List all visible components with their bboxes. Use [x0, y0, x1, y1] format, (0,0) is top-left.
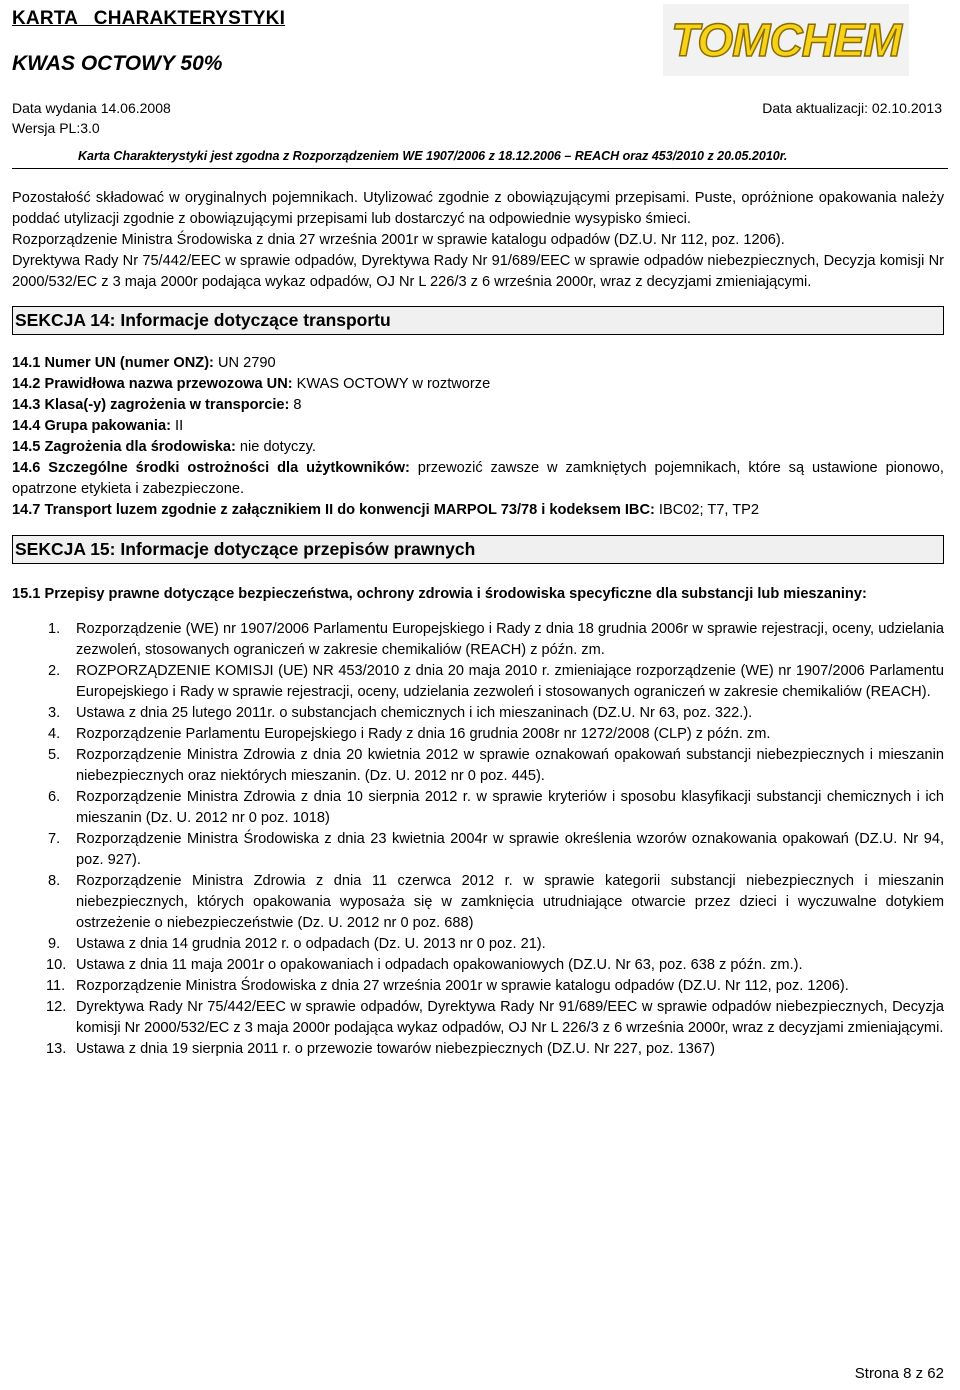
regulation-text: Ustawa z dnia 11 maja 2001r o opakowaniach i odpadach opakowaniowych (DZ.U. Nr 63, poz. 638 z późn. zm.).: [76, 957, 803, 973]
transport-item-value: nie dotyczy.: [235, 439, 316, 455]
regulation-item: [12, 976, 944, 997]
regulation-number: 13.: [46, 1041, 67, 1057]
regulation-text: Ustawa z dnia 14 grudnia 2012 r. o odpadach (Dz. U. 2013 nr 0 poz. 21).: [76, 936, 546, 952]
regulation-item: [12, 997, 944, 1039]
issue-date: Data wydania 14.06.2008: [12, 100, 171, 116]
compliance-note: Karta Charakterystyki jest zgodna z Rozporządzeniem WE 1907/2006 z 18.12.2006 – REACH oraz 453/2010 z 20.05.2010r.: [78, 149, 788, 163]
transport-item-label: 14.6 Szczególne środki ostrożności dla użytkowników:: [12, 460, 410, 476]
transport-item: [12, 500, 944, 521]
header-divider: [12, 168, 948, 169]
regulation-number: 9.: [48, 936, 61, 952]
waste-catalog-regulation: Rozporządzenie Ministra Środowiska z dnia 27 września 2001r w sprawie katalogu odpadów (DZ.U. Nr 112, poz. 1206).: [12, 232, 785, 248]
doc-title: KARTA CHARAKTERYSTYKI: [12, 8, 286, 29]
regulation-number: 10.: [46, 957, 67, 973]
regulation-number: 11.: [46, 978, 66, 994]
product-name: KWAS OCTOWY 50%: [12, 52, 223, 75]
regulation-number: 3.: [48, 705, 61, 721]
regulation-number: 6.: [48, 789, 61, 805]
transport-item-label: 14.4 Grupa pakowania:: [12, 418, 171, 434]
regulation-item: [12, 724, 944, 745]
regulations-list: [12, 619, 944, 1060]
transport-item-label: 14.1 Numer UN (numer ONZ):: [12, 355, 214, 371]
waste-directive: Dyrektywa Rady Nr 75/442/EEC w sprawie odpadów, Dyrektywa Rady Nr 91/689/EEC w sprawie odpadów niebezpiecznych, Decyzja komisji Nr 2000/532/EC z 3 maja 2000r podająca wykaz odpadów, OJ Nr L 226/3 z 6 września 2000r, wraz z decyzjami zmieniającymi.: [12, 253, 944, 290]
update-date: Data aktualizacji: 02.10.2013: [762, 100, 942, 116]
regulation-item: [12, 829, 944, 871]
version: Wersja PL:3.0: [12, 120, 100, 136]
section-14-heading: SEKCJA 14: Informacje dotyczące transportu: [12, 306, 944, 335]
regulation-item: [12, 745, 944, 787]
regulation-text: Rozporządzenie Ministra Zdrowia z dnia 11 czerwca 2012 r. w sprawie kategorii substancji niebezpiecznych i mieszanin niebezpiecznych, których opakowania wyposaża się w zamknięcia utrudniające otwarcie przez dzieci i wyczuwalne dotykiem ostrzeżenie o niebezpieczeństwie (Dz. U. 2012 nr 0 poz. 688): [76, 873, 944, 931]
document-header: [0, 0, 960, 170]
transport-item: [12, 353, 944, 374]
transport-item-value: UN 2790: [213, 355, 276, 371]
regulation-item: [12, 703, 944, 724]
regulation-number: 2.: [48, 663, 61, 679]
regulation-number: 8.: [48, 873, 61, 889]
transport-item-value: IBC02; T7, TP2: [654, 502, 759, 518]
regulation-text: ROZPORZĄDZENIE KOMISJI (UE) NR 453/2010 z dnia 20 maja 2010 r. zmieniające rozporządzenie (WE) nr 1907/2006 Parlamentu Europejskiego i Rady w sprawie rejestracji, oceny, udzielania zezwoleń i stosowanych ograniczeń w zakresie chemikaliów (REACH).: [76, 663, 944, 700]
regulation-item: [12, 871, 944, 934]
section-15-heading: SEKCJA 15: Informacje dotyczące przepisów prawnych: [12, 535, 944, 564]
transport-item-label: 14.3 Klasa(-y) zagrożenia w transporcie:: [12, 397, 290, 413]
page-number: Strona 8 z 62: [854, 1365, 944, 1382]
regulation-text: Rozporządzenie Ministra Środowiska z dnia 27 września 2001r w sprawie katalogu odpadów (DZ.U. Nr 112, poz. 1206).: [76, 978, 849, 994]
tomchem-logo: [663, 4, 909, 76]
section-15-1-heading: 15.1 Przepisy prawne dotyczące bezpieczeństwa, ochrony zdrowia i środowiska specyficzne dla substancji lub mieszaniny:: [12, 586, 867, 602]
transport-item-value: KWAS OCTOWY w roztworze: [292, 376, 491, 392]
regulation-text: Ustawa z dnia 25 lutego 2011r. o substancjach chemicznych i ich mieszaninach (DZ.U. Nr 63, poz. 322.).: [76, 705, 753, 721]
transport-item-value: przewozić zawsze w zamkniętych pojemnikach, które są ustawione pionowo, opatrzone etykieta i zabezpieczone.: [12, 460, 949, 497]
transport-item: [12, 374, 944, 395]
regulation-number: 12.: [46, 999, 67, 1015]
regulation-item: [12, 1039, 944, 1060]
page-content: [12, 188, 949, 1060]
disposal-paragraph: Pozostałość składować w oryginalnych pojemnikach. Utylizować zgodnie z obowiązującymi przepisami. Puste, opróżnione opakowania należy poddać utylizacji zgodnie z obowiązującymi przepisami lub dostarczyć na odpowiednie wysypisko śmieci.: [12, 190, 944, 227]
regulation-number: 5.: [48, 747, 61, 763]
regulation-item: [12, 934, 944, 955]
regulation-item: [12, 619, 944, 661]
regulation-number: 1.: [48, 621, 61, 637]
regulation-text: Rozporządzenie (WE) nr 1907/2006 Parlamentu Europejskiego i Rady z dnia 18 grudnia 2006r w sprawie rejestracji, oceny, udzielania zezwoleń, stosowanych ograniczeń w zakresie chemikaliów (REACH) z późn. zm.: [76, 621, 944, 658]
transport-item: [12, 458, 949, 500]
regulation-text: Rozporządzenie Ministra Zdrowia z dnia 20 kwietnia 2012 w sprawie oznakowań opakowań substancji niebezpiecznych i mieszanin niebezpiecznych oraz niektórych mieszanin. (Dz. U. 2012 nr 0 poz. 445).: [76, 747, 944, 784]
regulation-item: [12, 661, 944, 703]
transport-item-value: II: [170, 418, 184, 434]
transport-item: [12, 437, 944, 458]
regulation-text: Dyrektywa Rady Nr 75/442/EEC w sprawie odpadów, Dyrektywa Rady Nr 91/689/EEC w sprawie odpadów niebezpiecznych, Decyzja komisji Nr 2000/532/EC z 3 maja 2000r podająca wykaz odpadów, OJ Nr L 226/3 z 6 września 2000r, wraz z decyzjami zmieniającymi.: [76, 999, 944, 1036]
regulation-item: [12, 955, 944, 976]
regulation-item: [12, 787, 944, 829]
regulation-text: Rozporządzenie Ministra Zdrowia z dnia 10 sierpnia 2012 r. w sprawie kryteriów i sposobu klasyfikacji substancji chemicznych i ich mieszanin (Dz. U. 2012 nr 0 poz. 1018): [76, 789, 944, 826]
transport-info: [12, 353, 949, 521]
regulation-text: Ustawa z dnia 19 sierpnia 2011 r. o przewozie towarów niebezpiecznych (DZ.U. Nr 227, poz. 1367): [76, 1041, 715, 1057]
regulation-number: 7.: [48, 831, 61, 847]
transport-item-value: 8: [289, 397, 302, 413]
transport-item-label: 14.5 Zagrożenia dla środowiska:: [12, 439, 236, 455]
transport-item: [12, 416, 944, 437]
transport-item-label: 14.7 Transport luzem zgodnie z załącznikiem II do konwencji MARPOL 73/78 i kodeksem IBC:: [12, 502, 655, 518]
transport-item: [12, 395, 944, 416]
logo-text: TOMCHEM: [671, 14, 901, 66]
transport-item-label: 14.2 Prawidłowa nazwa przewozowa UN:: [12, 376, 293, 392]
regulation-text: Rozporządzenie Ministra Środowiska z dnia 23 kwietnia 2004r w sprawie określenia wzorów oznakowania opakowań (DZ.U. Nr 94, poz. 927).: [76, 831, 944, 868]
regulation-number: 4.: [48, 726, 61, 742]
regulation-text: Rozporządzenie Parlamentu Europejskiego i Rady z dnia 16 grudnia 2008r nr 1272/2008 (CLP) z późn. zm.: [76, 726, 771, 742]
